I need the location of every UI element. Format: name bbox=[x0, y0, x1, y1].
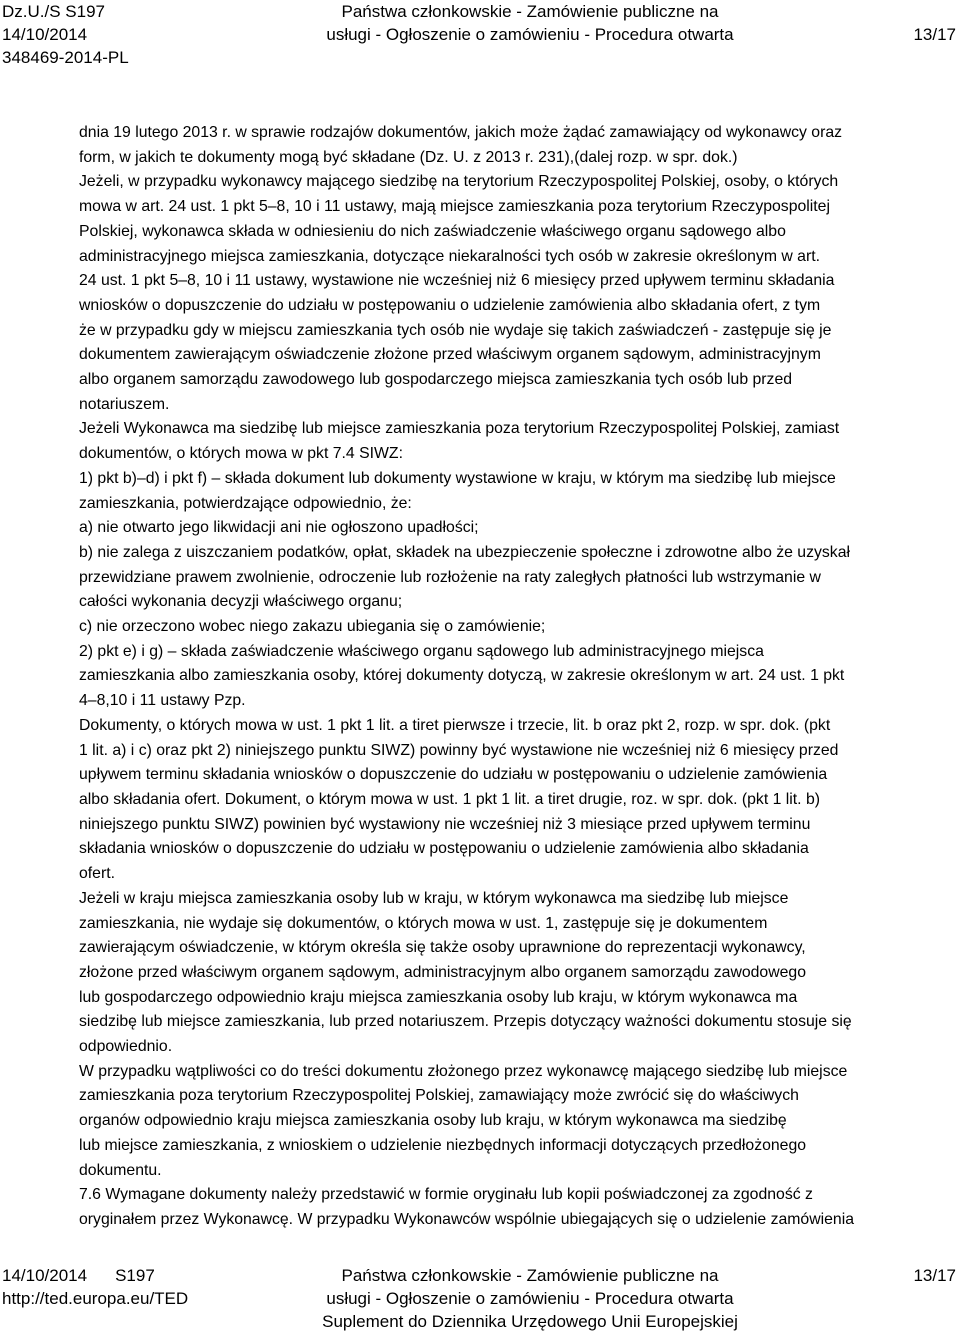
body-line: 1 lit. a) i c) oraz pkt 2) niniejszego punktu SIWZ) powinny być wystawione nie wcześniej niż 6 miesięcy przed bbox=[79, 741, 839, 759]
footer-title-line-2: usługi - Ogłoszenie o zamówieniu - Procedura otwarta bbox=[326, 1289, 734, 1308]
body-line: zamieszkania, potwierdzające odpowiednio, że: bbox=[79, 494, 412, 512]
body-line: Jeżeli w kraju miejsca zamieszkania osoby lub w kraju, w którym wykonawca ma siedzibę lub miejsce bbox=[79, 889, 789, 907]
document-body bbox=[79, 121, 951, 1233]
body-line: złożone przed właściwym organem sądowym, administracyjnym albo organem samorządu zawodowego bbox=[79, 963, 806, 981]
header-title-line-1: Państwa członkowskie - Zamówienie publiczne na bbox=[341, 2, 719, 21]
header-notice-number: 348469-2014-PL bbox=[2, 48, 129, 67]
body-line: zamieszkania, nie wydaje się dokumentów, o których mowa w ust. 1, zastępuje się je dokumentem bbox=[79, 914, 768, 932]
body-line: całości wykonania decyzji właściwego organu; bbox=[79, 593, 403, 611]
body-line: a) nie otwarto jego likwidacji ani nie ogłoszono upadłości; bbox=[79, 519, 479, 537]
body-line: dokumentem zawierającym oświadczenie złożone przed właściwym organem sądowym, administracyjnym bbox=[79, 346, 821, 364]
body-line: dokumentów, o których mowa w pkt 7.4 SIWZ: bbox=[79, 445, 403, 463]
body-line: wniosków o dopuszczenie do udziału w postępowaniu o udzielenie zamówienia albo składania ofert, z tym bbox=[79, 296, 821, 314]
body-line: dokumentu. bbox=[79, 1161, 162, 1179]
body-line: siedzibę lub miejsce zamieszkania, lub przed notariuszem. Przepis dotyczący ważności dokumentu stosuje się bbox=[79, 1013, 852, 1031]
body-line: albo składania ofert. Dokument, o którym mowa w ust. 1 pkt 1 lit. a tiret drugie, roz. w spr. dok. (pkt 1 lit. b) bbox=[79, 790, 821, 808]
body-line: organów odpowiednio kraju miejsca zamieszkania osoby lub kraju, w którym wykonawca ma siedzibę bbox=[79, 1112, 787, 1130]
body-line: 1) pkt b)–d) i pkt f) – składa dokument lub dokumenty wystawione w kraju, w którym ma siedzibę lub miejsce bbox=[79, 469, 836, 487]
body-line: 2) pkt e) i g) – składa zaświadczenie właściwego organu sądowego lub administracyjnego miejsca bbox=[79, 642, 764, 660]
body-line: zawierającym oświadczenie, w którym określa się także osoby uprawnione do reprezentacji wykonawcy, bbox=[79, 939, 806, 957]
footer-title-line-3: Suplement do Dziennika Urzędowego Unii Europejskiej bbox=[322, 1312, 738, 1331]
body-line: niniejszego punktu SIWZ) powinien być wystawiony nie wcześniej niż 3 miesiące przed upływem terminu bbox=[79, 815, 811, 833]
body-line: form, w jakich te dokumenty mogą być składane (Dz. U. z 2013 r. 231),(dalej rozp. w spr. dok.) bbox=[79, 148, 738, 166]
header-date: 14/10/2014 bbox=[2, 25, 88, 44]
footer-issue: S197 bbox=[115, 1266, 155, 1285]
body-line: lub gospodarczego odpowiednio kraju miejsca zamieszkania osoby lub kraju, w którym wykonawca ma bbox=[79, 988, 798, 1006]
body-line: że w przypadku gdy w miejscu zamieszkania tych osób nie wydaje się takich zaświadczeń - zastępuje się je bbox=[79, 321, 832, 339]
body-line: zamieszkania albo zamieszkania osoby, której dokumenty dotyczą, w zakresie określonym w art. 24 ust. 1 pkt bbox=[79, 667, 845, 685]
body-line: odpowiednio. bbox=[79, 1038, 173, 1056]
footer-page-number-text: 13/17 bbox=[913, 1266, 956, 1285]
body-line: albo organem samorządu zawodowego lub gospodarczego miejsca zamieszkania tych osób lub przed bbox=[79, 371, 793, 389]
body-line: Polskiej, wykonawca składa w odniesieniu do nich zaświadczenie właściwego organu sądowego albo bbox=[79, 222, 786, 240]
body-line: przewidziane prawem zwolnienie, odroczenie lub rozłożenie na raty zaległych płatności lub wstrzymanie w bbox=[79, 568, 821, 586]
header-title-block bbox=[300, 0, 760, 46]
body-line: składania wniosków o dopuszczenie do udziału w postępowaniu o udzielenie zamówienia albo składania bbox=[79, 840, 809, 858]
footer-reference-block bbox=[2, 1264, 188, 1310]
body-line: mowa w art. 24 ust. 1 pkt 5–8, 10 i 11 ustawy, mają miejsce zamieszkania poza terytorium Rzeczypospolitej bbox=[79, 198, 830, 216]
header-reference-block bbox=[2, 0, 129, 69]
body-line: ofert. bbox=[79, 865, 115, 883]
header-page-number-text: 13/17 bbox=[913, 25, 956, 44]
body-line: notariuszem. bbox=[79, 395, 170, 413]
body-line: b) nie zalega z uiszczaniem podatków, opłat, składek na ubezpieczenie społeczne i zdrowotne albo że uzyskał bbox=[79, 543, 850, 561]
footer-title-block bbox=[300, 1264, 760, 1333]
body-line: Dokumenty, o których mowa w ust. 1 pkt 1 lit. a tiret pierwsze i trzecie, lit. b oraz pkt 2, rozp. w spr. dok. (pkt bbox=[79, 716, 831, 734]
body-line: 24 ust. 1 pkt 5–8, 10 i 11 ustawy, wystawione nie wcześniej niż 6 miesięcy przed upływem terminu składania bbox=[79, 272, 835, 290]
header-journal-ref: Dz.U./S S197 bbox=[2, 2, 105, 21]
body-line: oryginałem przez Wykonawcę. W przypadku Wykonawców wspólnie ubiegających się o udzielenie zamówienia bbox=[79, 1210, 855, 1228]
footer-title-line-1: Państwa członkowskie - Zamówienie publiczne na bbox=[341, 1266, 719, 1285]
footer-date-issue bbox=[2, 1264, 188, 1287]
body-line: Jeżeli, w przypadku wykonawcy mającego siedzibę na terytorium Rzeczypospolitej Polskiej, osoby, o których bbox=[79, 173, 839, 191]
body-line: W przypadku wątpliwości co do treści dokumentu złożonego przez wykonawcę mającego siedzibę lub miejsce bbox=[79, 1062, 848, 1080]
body-line: Jeżeli Wykonawca ma siedzibę lub miejsce zamieszkania poza terytorium Rzeczypospolitej Polskiej, zamiast bbox=[79, 420, 840, 438]
body-line: c) nie orzeczono wobec niego zakazu ubiegania się o zamówienie; bbox=[79, 618, 546, 636]
footer-date: 14/10/2014 bbox=[2, 1266, 88, 1285]
body-line: upływem terminu składania wniosków o dopuszczenie do udziału w postępowaniu o udzielenie zamówienia bbox=[79, 766, 828, 784]
body-line: administracyjnego miejsca zamieszkania, dotyczące niekaralności tych osób w zakresie określonym w art. bbox=[79, 247, 821, 265]
body-line: lub miejsce zamieszkania, z wnioskiem o udzielenie niezbędnych informacji dotyczących przedłożonego bbox=[79, 1136, 807, 1154]
header-title-line-2: usługi - Ogłoszenie o zamówieniu - Procedura otwarta bbox=[326, 25, 734, 44]
body-line: 4–8,10 i 11 ustawy Pzp. bbox=[79, 692, 246, 710]
body-line: zamieszkania poza terytorium Rzeczypospolitej Polskiej, zamawiający może zwrócić się do właściwych bbox=[79, 1087, 799, 1105]
body-line: dnia 19 lutego 2013 r. w sprawie rodzajów dokumentów, jakich może żądać zamawiający od wykonawcy oraz bbox=[79, 124, 843, 141]
body-line: 7.6 Wymagane dokumenty należy przedstawić w formie oryginału lub kopii poświadczonej za zgodność z bbox=[79, 1186, 813, 1204]
footer-page-number bbox=[913, 1264, 956, 1287]
footer-url: http://ted.europa.eu/TED bbox=[2, 1289, 189, 1308]
header-page-number bbox=[913, 0, 956, 46]
